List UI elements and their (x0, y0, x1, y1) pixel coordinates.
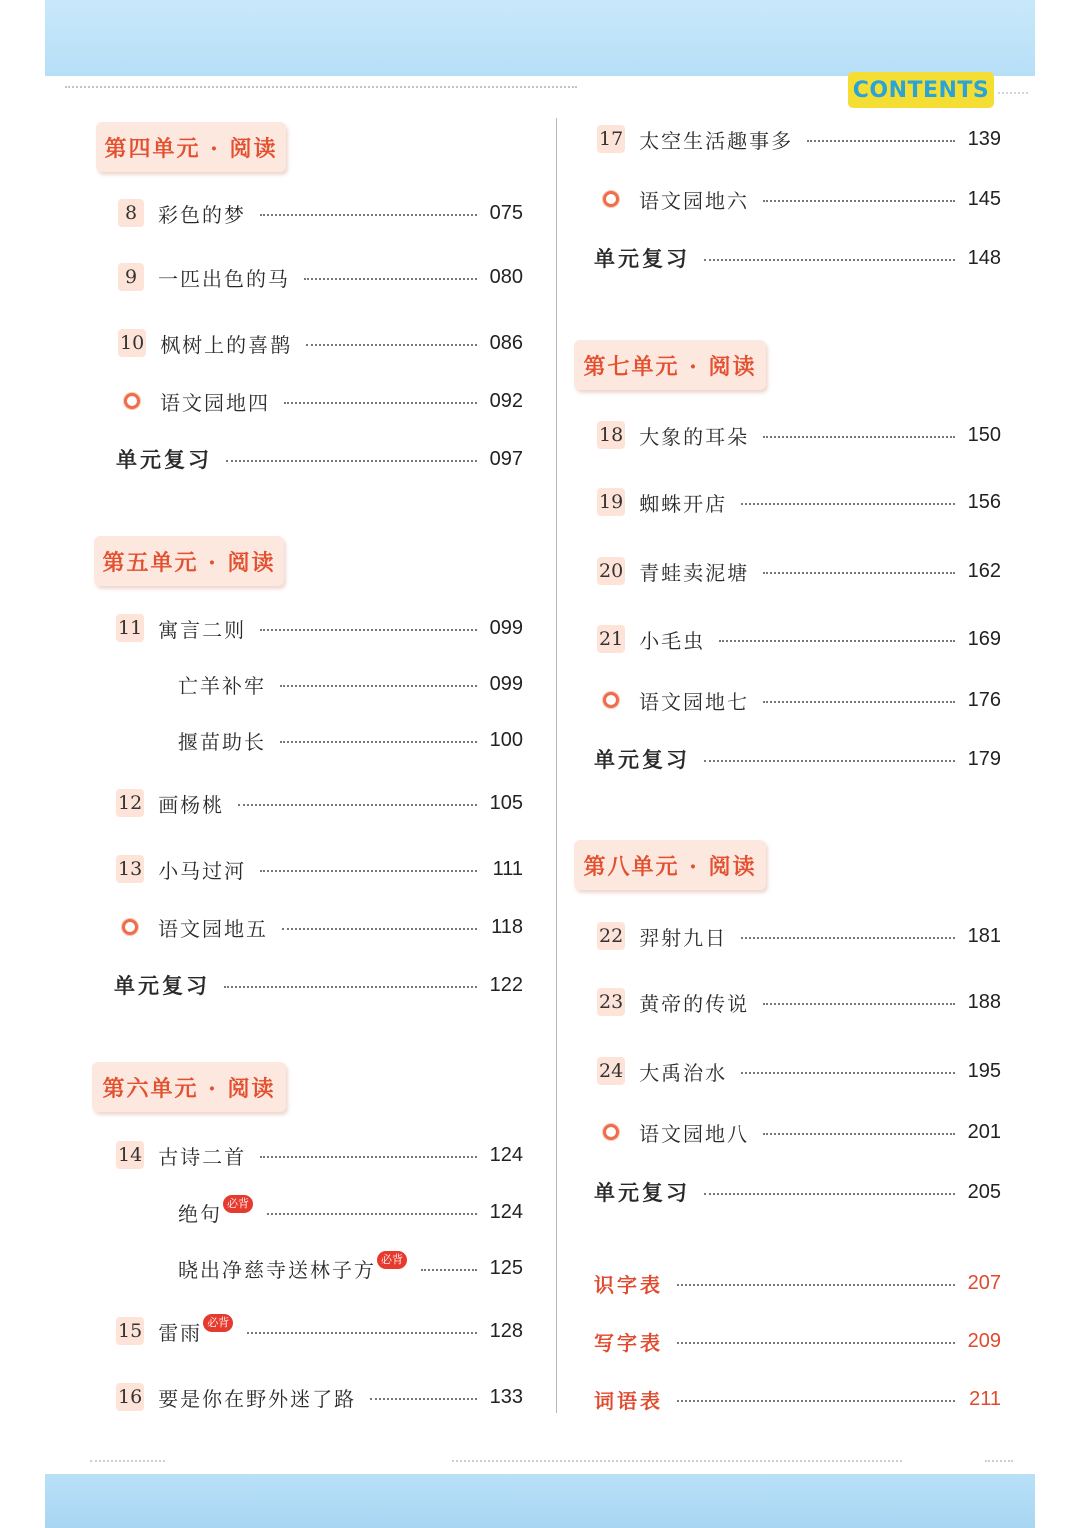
entry-title: 小毛虫 (639, 628, 706, 653)
contents-dotted-rule (998, 92, 1028, 94)
entry-title: 识字表 (594, 1272, 663, 1297)
toc-entry-literacy-table[interactable] (594, 1266, 1001, 1300)
entry-title: 彩色的梦 (158, 202, 246, 227)
page-number: 125 (489, 1256, 523, 1279)
circle-bullet-icon (124, 393, 140, 409)
toc-entry-writing-table[interactable] (594, 1324, 1001, 1358)
toc-entry-11[interactable] (116, 611, 523, 645)
entry-title: 雷雨 (158, 1320, 203, 1345)
entry-title: 语文园地六 (639, 188, 749, 213)
page-number: 133 (489, 1385, 523, 1408)
page-number: 209 (967, 1329, 1001, 1352)
entry-title: 枫树上的喜鹊 (160, 332, 293, 357)
dot-leader (280, 685, 477, 687)
entry-title: 词语表 (594, 1388, 663, 1413)
dot-leader (741, 937, 955, 939)
dot-leader (247, 1332, 477, 1334)
dot-leader (260, 629, 477, 631)
lesson-number: 15 (116, 1317, 144, 1345)
must-recite-badge: 必背 (377, 1251, 407, 1269)
dot-leader (763, 572, 955, 574)
page-number: 105 (489, 791, 523, 814)
entry-title: 单元复习 (594, 246, 690, 271)
bottom-dotted-rule (985, 1460, 1013, 1462)
dot-leader (704, 760, 955, 762)
page-number: 195 (967, 1059, 1001, 1082)
entry-title: 寓言二则 (158, 617, 247, 642)
page-number: 211 (969, 1387, 1001, 1410)
toc-entry-vocabulary-table[interactable] (594, 1382, 1001, 1416)
toc-entry-garden-4[interactable] (118, 384, 523, 418)
dot-leader (260, 214, 477, 216)
toc-entry-14b[interactable] (178, 1251, 523, 1285)
entry-title: 语文园地七 (639, 689, 749, 714)
must-recite-badge: 必背 (203, 1314, 233, 1332)
page-number: 207 (967, 1271, 1001, 1294)
bottom-dotted-rule (90, 1460, 165, 1462)
toc-entry-garden-8[interactable] (597, 1115, 1001, 1149)
toc-entry-review-5[interactable] (114, 968, 523, 1002)
dot-leader (807, 140, 955, 142)
entry-title: 亡羊补牢 (178, 673, 266, 698)
dot-leader (282, 928, 477, 930)
circle-bullet-icon (122, 919, 138, 935)
entry-title: 蜘蛛开店 (639, 491, 728, 516)
page-number: 124 (489, 1200, 523, 1223)
entry-title: 语文园地四 (160, 390, 270, 415)
page-number: 086 (489, 331, 523, 354)
dot-leader (741, 503, 955, 505)
circle-bullet-icon (603, 692, 619, 708)
lesson-number: 23 (597, 988, 625, 1016)
page-number: 099 (489, 672, 523, 695)
dot-leader (370, 1398, 477, 1400)
dot-leader (284, 402, 477, 404)
entry-title: 晓出净慈寺送林子方 (178, 1257, 376, 1282)
page-number: 128 (489, 1319, 523, 1342)
page-number: 139 (967, 127, 1001, 150)
toc-entry-23[interactable] (597, 985, 1001, 1019)
dot-leader (741, 1072, 955, 1074)
page-number: 075 (489, 201, 523, 224)
top-dotted-rule (65, 86, 577, 88)
entry-title: 语文园地八 (639, 1121, 749, 1146)
column-divider (556, 118, 557, 1413)
dot-leader (677, 1284, 955, 1286)
page-number: 201 (967, 1120, 1001, 1143)
toc-entry-11a[interactable] (178, 667, 523, 701)
page-number: 188 (967, 990, 1001, 1013)
toc-entry-11b[interactable] (178, 723, 523, 757)
entry-title: 单元复习 (594, 747, 690, 772)
page-number: 205 (967, 1180, 1001, 1203)
toc-entry-21[interactable] (597, 622, 1001, 656)
entry-title: 青蛙卖泥塘 (639, 560, 750, 585)
entry-title: 单元复习 (114, 973, 210, 998)
page-number: 179 (967, 747, 1001, 770)
entry-title: 语文园地五 (158, 916, 268, 941)
dot-leader (704, 259, 955, 261)
lesson-number: 17 (597, 125, 625, 153)
dot-leader (763, 701, 955, 703)
dot-leader (704, 1193, 955, 1195)
toc-entry-15[interactable] (116, 1314, 523, 1348)
toc-entry-9[interactable] (118, 260, 523, 294)
page-number: 162 (967, 559, 1001, 582)
toc-entry-22[interactable] (597, 919, 1001, 953)
toc-entry-12[interactable] (116, 786, 523, 820)
toc-entry-garden-6[interactable] (597, 182, 1001, 216)
lesson-number: 16 (116, 1383, 144, 1411)
lesson-number: 19 (597, 488, 625, 516)
lesson-number: 20 (597, 557, 625, 585)
toc-entry-13[interactable] (116, 852, 523, 886)
page-number: 181 (967, 924, 1001, 947)
entry-title: 小马过河 (158, 858, 247, 883)
bottom-dotted-rule (452, 1460, 902, 1462)
page-number: 124 (489, 1143, 523, 1166)
dot-leader (719, 640, 955, 642)
toc-entry-14a[interactable] (178, 1195, 523, 1229)
page-number: 118 (491, 915, 523, 938)
lesson-number: 24 (597, 1057, 625, 1085)
toc-entry-garden-7[interactable] (597, 683, 1001, 717)
entry-title: 单元复习 (594, 1180, 690, 1205)
unit-5-heading: 第五单元 · 阅读 (94, 536, 284, 586)
page-number: 111 (492, 857, 523, 880)
dot-leader (677, 1400, 955, 1402)
page-number: 099 (489, 616, 523, 639)
toc-entry-14[interactable] (116, 1138, 523, 1172)
page-number: 080 (489, 265, 523, 288)
toc-entry-review-8[interactable] (594, 1175, 1001, 1209)
lesson-number: 12 (116, 789, 144, 817)
page-number: 145 (967, 187, 1001, 210)
page-number: 122 (489, 973, 523, 996)
dot-leader (306, 344, 477, 346)
page-number: 148 (967, 246, 1001, 269)
toc-entry-19[interactable] (597, 485, 1001, 519)
entry-title: 太空生活趣事多 (639, 128, 794, 153)
circle-bullet-icon (603, 191, 619, 207)
entry-title: 绝句 (178, 1201, 222, 1226)
unit-8-heading: 第八单元 · 阅读 (574, 840, 766, 890)
dot-leader (677, 1342, 955, 1344)
dot-leader (267, 1213, 477, 1215)
page-number: 150 (967, 423, 1001, 446)
toc-entry-17[interactable] (597, 122, 1001, 156)
lesson-number: 18 (597, 421, 625, 449)
lesson-number: 13 (116, 855, 144, 883)
entry-title: 黄帝的传说 (639, 991, 750, 1016)
unit-7-heading: 第七单元 · 阅读 (574, 340, 766, 390)
toc-entry-8[interactable] (118, 196, 523, 230)
entry-title: 大禹治水 (639, 1060, 728, 1085)
entry-title: 揠苗助长 (178, 729, 266, 754)
toc-entry-18[interactable] (597, 418, 1001, 452)
dot-leader (421, 1269, 477, 1271)
page-number: 097 (489, 447, 523, 470)
dot-leader (238, 804, 477, 806)
entry-title: 大象的耳朵 (639, 424, 750, 449)
page-number: 169 (967, 627, 1001, 650)
bottom-color-band (45, 1474, 1035, 1528)
dot-leader (260, 1156, 477, 1158)
top-color-band (45, 0, 1035, 76)
lesson-number: 8 (118, 199, 144, 227)
entry-title: 羿射九日 (639, 925, 728, 950)
lesson-number: 21 (597, 625, 625, 653)
dot-leader (226, 460, 477, 462)
dot-leader (280, 741, 477, 743)
entry-title: 画杨桃 (158, 792, 225, 817)
dot-leader (260, 870, 477, 872)
dot-leader (304, 278, 477, 280)
entry-title: 单元复习 (116, 447, 212, 472)
toc-entry-24[interactable] (597, 1054, 1001, 1088)
must-recite-badge: 必背 (223, 1195, 253, 1213)
entry-title: 古诗二首 (158, 1144, 247, 1169)
entry-title: 要是你在野外迷了路 (158, 1386, 357, 1411)
lesson-number: 22 (597, 922, 625, 950)
unit-4-heading: 第四单元 · 阅读 (96, 122, 286, 172)
toc-entry-review-7[interactable] (594, 742, 1001, 776)
toc-entry-16[interactable] (116, 1380, 523, 1414)
entry-title: 一匹出色的马 (158, 266, 290, 291)
page-number: 092 (489, 389, 523, 412)
dot-leader (763, 436, 955, 438)
lesson-number: 14 (116, 1141, 144, 1169)
toc-entry-10[interactable] (118, 326, 523, 360)
dot-leader (763, 1133, 955, 1135)
lesson-number: 11 (116, 614, 144, 642)
toc-entry-review-6[interactable] (594, 241, 1001, 275)
dot-leader (224, 986, 477, 988)
dot-leader (763, 200, 955, 202)
circle-bullet-icon (603, 1124, 619, 1140)
toc-entry-20[interactable] (597, 554, 1001, 588)
lesson-number: 9 (118, 263, 144, 291)
page-number: 100 (489, 728, 523, 751)
page-number: 156 (967, 490, 1001, 513)
lesson-number: 10 (118, 329, 146, 357)
entry-title: 写字表 (594, 1330, 663, 1355)
toc-entry-garden-5[interactable] (116, 910, 523, 944)
toc-entry-review-4[interactable] (116, 442, 523, 476)
page-number: 176 (967, 688, 1001, 711)
unit-6-heading: 第六单元 · 阅读 (92, 1062, 286, 1112)
dot-leader (763, 1003, 955, 1005)
contents-label: CONTENTS (848, 72, 994, 108)
